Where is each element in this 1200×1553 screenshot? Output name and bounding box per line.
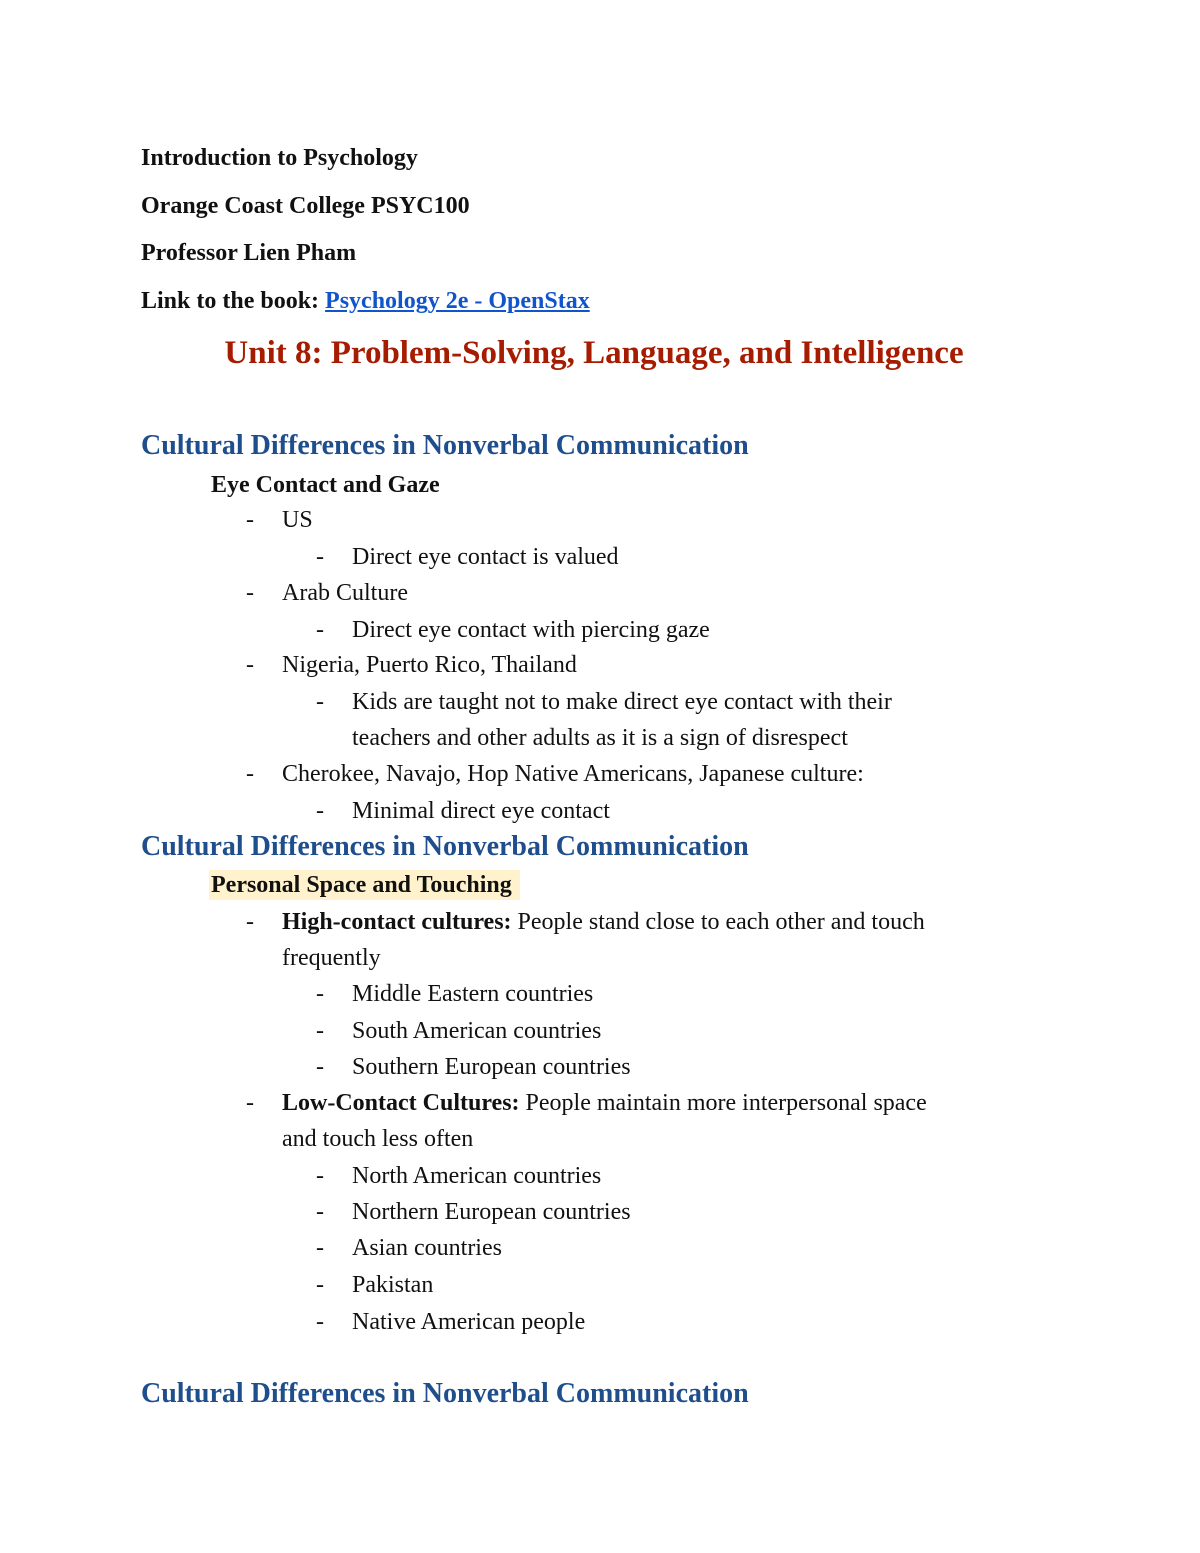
list-item: - Southern European countries (316, 1054, 631, 1080)
college-line: Orange Coast College PSYC100 (141, 193, 470, 219)
list-item: - Direct eye contact with piercing gaze (316, 617, 710, 643)
list-item: - Nigeria, Puerto Rico, Thailand (246, 652, 577, 678)
list-item: - Arab Culture (246, 580, 408, 606)
list-item: - Middle Eastern countries (316, 981, 594, 1007)
list-item-continuation: and touch less often (282, 1126, 474, 1152)
list-item-continuation: frequently (282, 945, 381, 971)
list-item: - Asian countries (316, 1235, 502, 1261)
list-item: - North American countries (316, 1163, 602, 1189)
list-item-high-contact: - High-contact cultures: People stand close to each other and touch (246, 909, 925, 935)
list-item: - South American countries (316, 1018, 602, 1044)
highlighted-heading: Personal Space and Touching (209, 870, 520, 900)
book-line (141, 287, 590, 315)
section-title-eye-contact: Cultural Differences in Nonverbal Communication (141, 430, 749, 461)
unit-title: Unit 8: Problem-Solving, Language, and Intelligence (224, 335, 964, 371)
list-item: - Pakistan (316, 1272, 434, 1298)
list-item: - Native American people (316, 1309, 586, 1335)
list-item: - Cherokee, Navajo, Hop Native Americans, Japanese culture: (246, 761, 864, 787)
book-link[interactable]: Psychology 2e - OpenStax (325, 288, 590, 314)
section-title-personal-space: Cultural Differences in Nonverbal Communication (141, 831, 749, 862)
list-item-continuation: teachers and other adults as it is a sign of disrespect (352, 725, 848, 751)
list-item: - US (246, 507, 313, 533)
list-item: - Northern European countries (316, 1199, 631, 1225)
course-title: Introduction to Psychology (141, 145, 418, 171)
book-label: Link to the book: (141, 288, 320, 314)
list-item: - Minimal direct eye contact (316, 798, 610, 824)
eye-contact-heading: Eye Contact and Gaze (211, 472, 440, 498)
list-item: - Direct eye contact is valued (316, 544, 619, 570)
list-item-low-contact: - Low-Contact Cultures: People maintain more interpersonal space (246, 1090, 927, 1116)
professor-line: Professor Lien Pham (141, 240, 357, 266)
section-title-third: Cultural Differences in Nonverbal Communication (141, 1378, 749, 1409)
personal-space-heading (211, 871, 520, 899)
list-item: - Kids are taught not to make direct eye contact with their (316, 689, 892, 715)
